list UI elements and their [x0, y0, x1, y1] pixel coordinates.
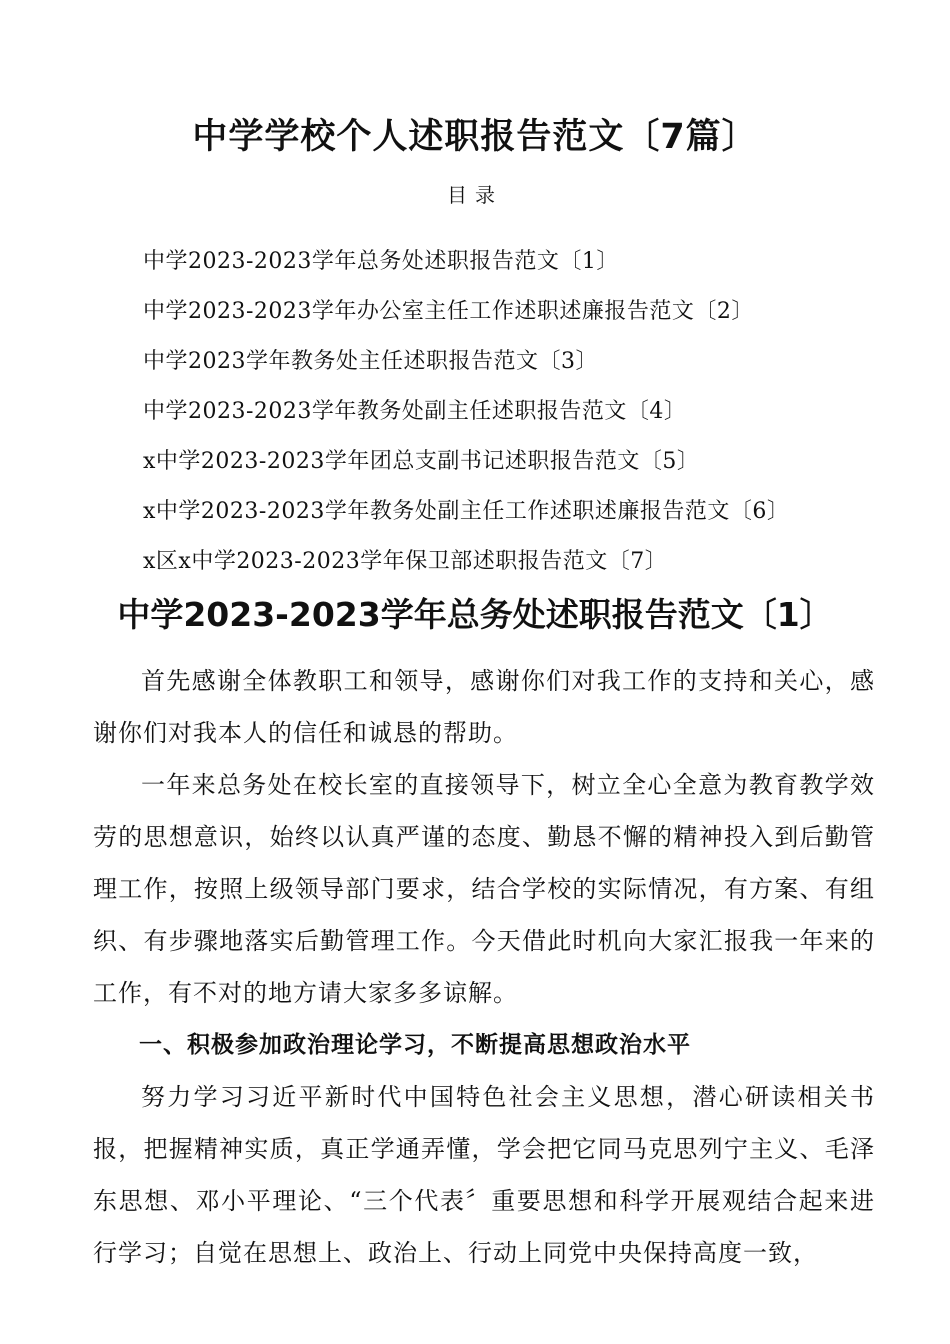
- table-of-contents: [143, 237, 789, 587]
- toc-heading: 目录: [447, 183, 503, 207]
- toc-item-5[interactable]: x中学2023-2023学年团总支副书记述职报告范文〔5〕: [143, 449, 700, 474]
- paragraph-3: 努力学习习近平新时代中国特色社会主义思想，潜心研读相关书报，把握精神实质，真正学通弄懂，学会把它同马克思列宁主义、毛泽东思想、邓小平理论、“三个代表〞重要思想和科学开展观结合起来进行学习；自觉在思想上、政治上、行动上同党中央保持高度一致，: [93, 1083, 875, 1267]
- toc-item-3[interactable]: 中学2023学年教务处主任述职报告范文〔3〕: [143, 349, 598, 374]
- document-title: 中学学校个人述职报告范文〔7篇〕: [192, 117, 758, 157]
- toc-item-7[interactable]: x区x中学2023-2023学年保卫部述职报告范文〔7〕: [143, 549, 668, 574]
- subsection-heading-1: 一、积极参加政治理论学习，不断提高思想政治水平: [139, 1032, 691, 1058]
- section-body: [93, 655, 875, 1279]
- toc-item-6[interactable]: x中学2023-2023学年教务处副主任工作述职述廉报告范文〔6〕: [143, 499, 790, 524]
- toc-item-4[interactable]: 中学2023-2023学年教务处副主任述职报告范文〔4〕: [143, 399, 687, 424]
- section-title: 中学2023-2023学年总务处述职报告范文〔1〕: [117, 595, 833, 634]
- paragraph-2: 一年来总务处在校长室的直接领导下，树立全心全意为教育教学效劳的思想意识，始终以认真严谨的态度、勤恳不懈的精神投入到后勤管理工作，按照上级领导部门要求，结合学校的实际情况，有方案、有组织、有步骤地落实后勤管理工作。今天借此时机向大家汇报我一年来的工作，有不对的地方请大家多多谅解。: [93, 771, 875, 1007]
- paragraph-1: 首先感谢全体教职工和领导，感谢你们对我工作的支持和关心，感谢你们对我本人的信任和诚恳的帮助。: [93, 667, 875, 747]
- toc-item-1[interactable]: 中学2023-2023学年总务处述职报告范文〔1〕: [143, 249, 619, 274]
- toc-item-2[interactable]: 中学2023-2023学年办公室主任工作述职述廉报告范文〔2〕: [143, 299, 754, 324]
